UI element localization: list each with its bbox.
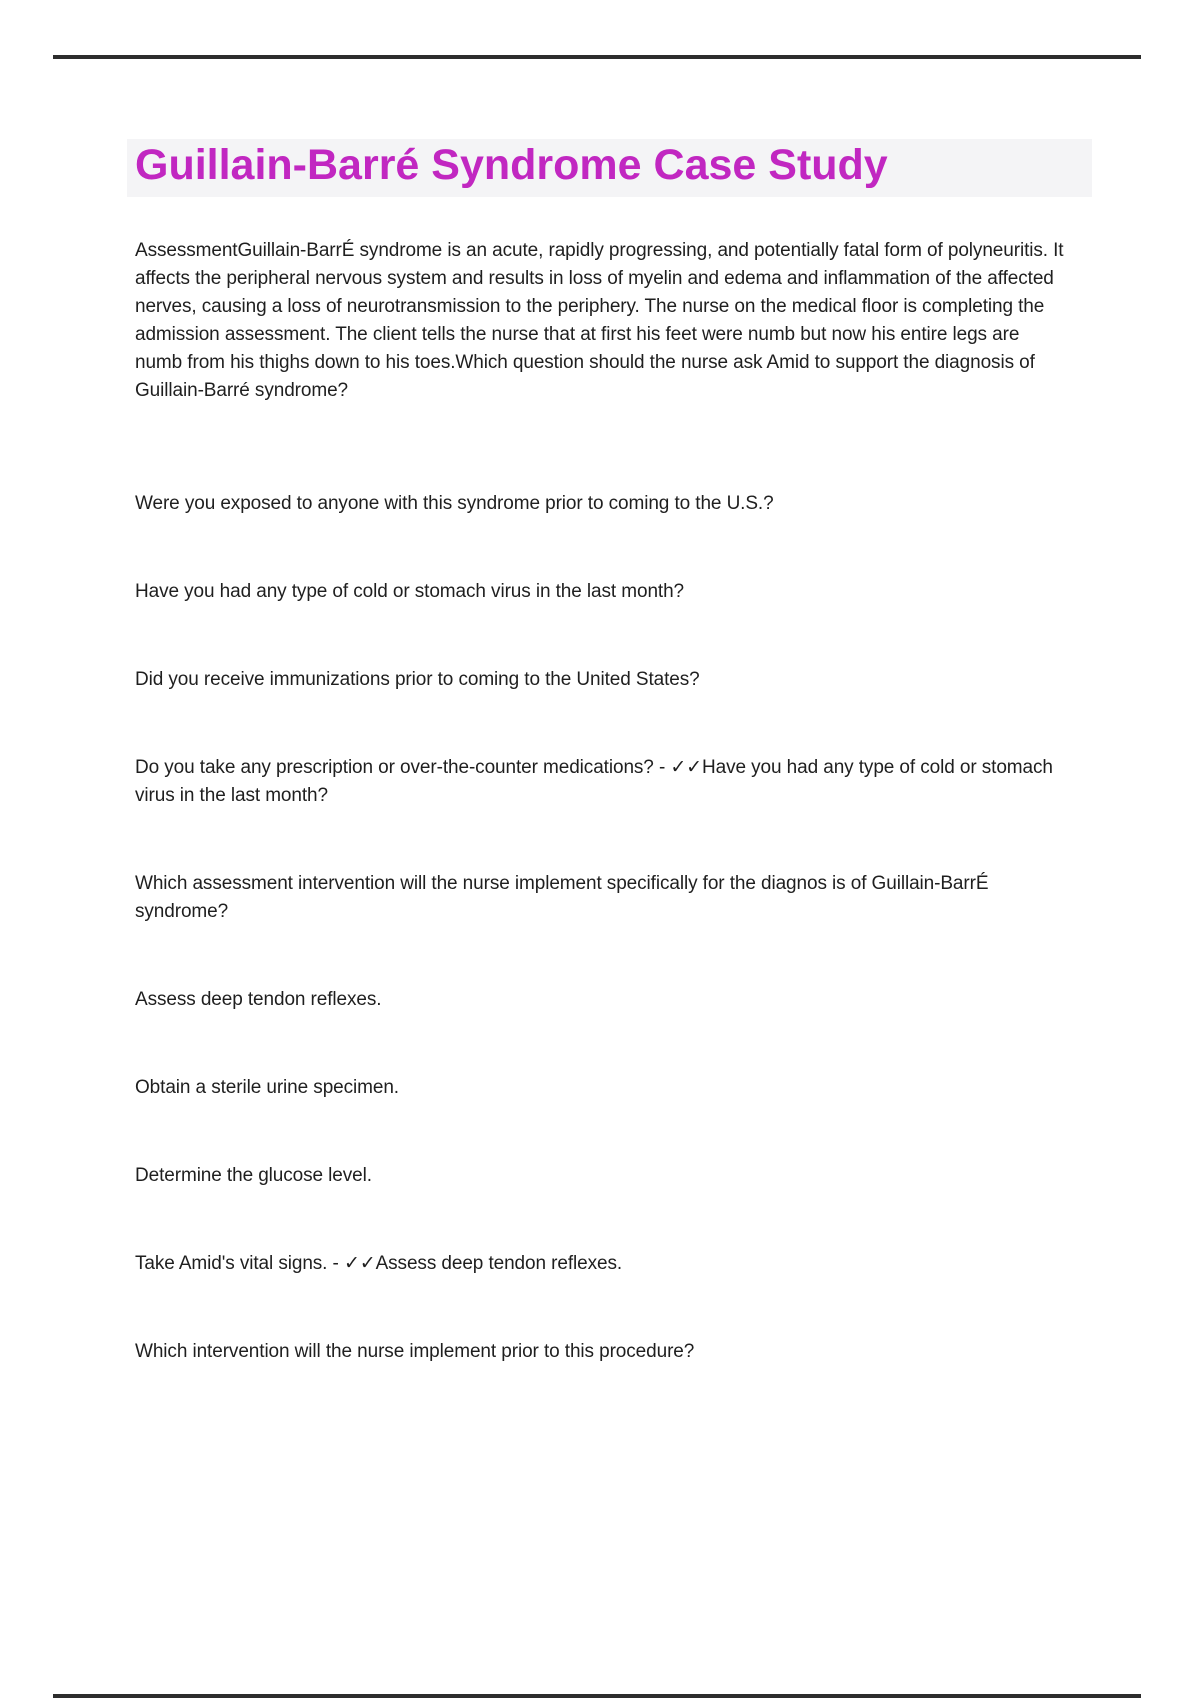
option-assess-reflexes: Assess deep tendon reflexes. (135, 989, 382, 1010)
option-glucose-level: Determine the glucose level. (135, 1165, 372, 1186)
option-urine-specimen: Obtain a sterile urine specimen. (135, 1077, 399, 1098)
option-vital-signs-with-answer: Take Amid's vital signs. - ✓✓Assess deep tendon reflexes. (135, 1253, 623, 1274)
document-content (135, 237, 1067, 1366)
option-medications-question-with-answer: Do you take any prescription or over-the-counter medications? - ✓✓Have you had any type of cold or stomach virus in the last month? (135, 757, 1053, 806)
top-horizontal-rule (53, 55, 1141, 59)
option-exposed-question: Were you exposed to anyone with this syndrome prior to coming to the U.S.? (135, 493, 774, 514)
case-intro-paragraph: AssessmentGuillain-BarrÉ syndrome is an acute, rapidly progressing, and potentially fatal form of polyneuritis. It affects the peripheral nervous system and results in loss of myelin and edema and inflammation of the affected nerves, causing a loss of neurotransmission to the periphery. The nurse on the medical floor is completing the admission assessment. The client tells the nurse that at first his feet were numb but now his entire legs are numb from his thighs down to his toes.Which question should the nurse ask Amid to support the diagnosis of Guillain-Barré syndrome? (135, 240, 1064, 401)
option-cold-virus-question: Have you had any type of cold or stomach virus in the last month? (135, 581, 685, 602)
page-title: Guillain-Barré Syndrome Case Study (135, 141, 888, 189)
question-prior-procedure: Which intervention will the nurse implement prior to this procedure? (135, 1341, 695, 1362)
option-immunizations-question: Did you receive immunizations prior to coming to the United States? (135, 669, 700, 690)
title-highlight-bar (127, 139, 1092, 197)
question-assessment-intervention: Which assessment intervention will the nurse implement specifically for the diagnos is of Guillain-BarrÉ syndrome? (135, 873, 989, 922)
bottom-horizontal-rule (53, 1694, 1141, 1698)
document-body (135, 139, 1067, 1426)
